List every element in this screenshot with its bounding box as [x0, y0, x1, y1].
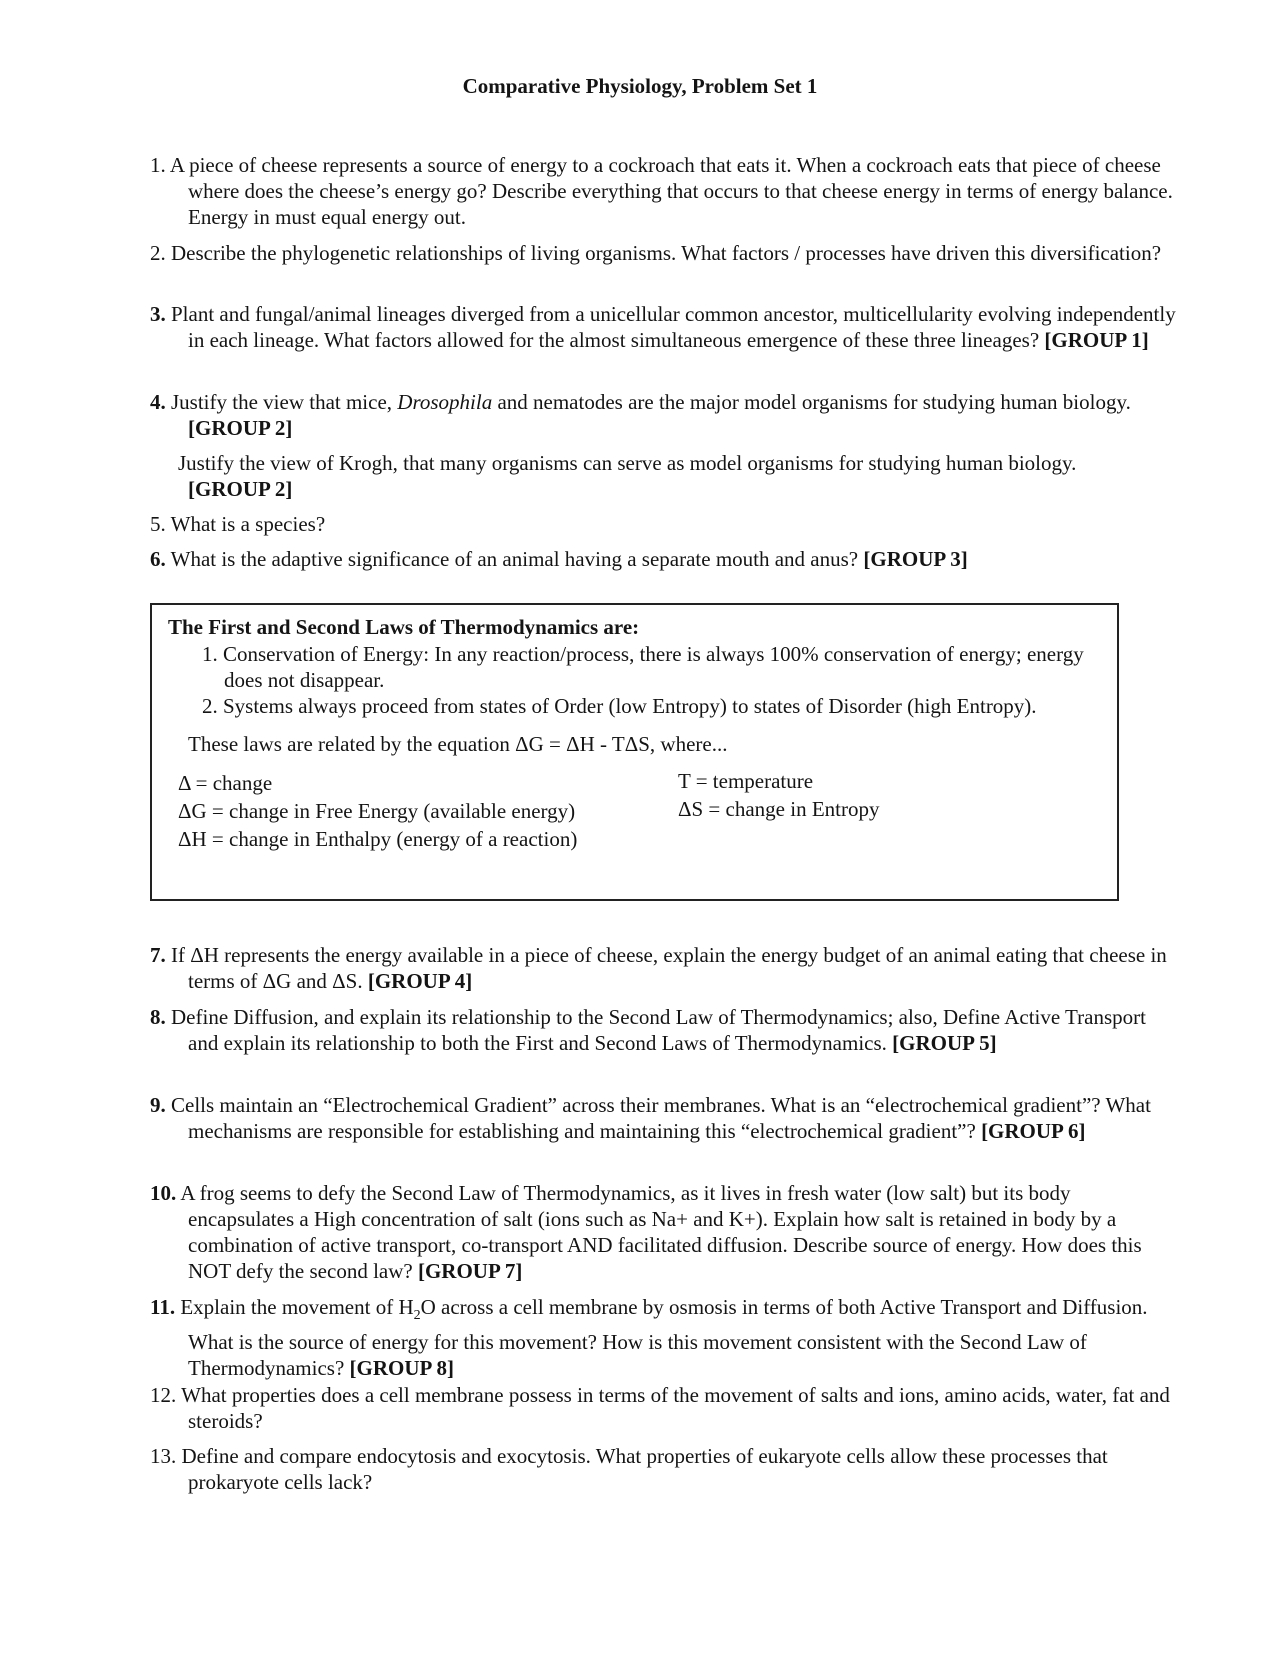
question-10: [150, 1180, 1178, 1284]
question-text: Justify the view of Krogh, that many organisms can serve as model organisms for studying human biology.: [178, 451, 1077, 475]
question-7: [150, 942, 1178, 994]
question-number: 2.: [150, 241, 166, 265]
question-number: 7.: [150, 943, 166, 967]
question-text: A frog seems to defy the Second Law of Thermodynamics, as it lives in fresh water (low salt) but its body encapsulates a High concentration of salt (ions such as Na+ and K+). Explain how salt is retained in body by a combination of active transport, co-transport AND facilitated diffusion. Describe source of energy. How does this NOT defy the second law?: [180, 1181, 1142, 1283]
group-label: [GROUP 8]: [349, 1356, 454, 1381]
question-text: A piece of cheese represents a source of energy to a cockroach that eats it. When a cockroach eats that piece of cheese where does the cheese’s energy go? Describe everything that occurs to that cheese energy in terms of energy balance. Energy in must equal energy out.: [169, 153, 1173, 229]
question-9: [150, 1092, 1178, 1144]
question-number: 9.: [150, 1093, 166, 1117]
law-2: [188, 693, 1124, 719]
law-text: Systems always proceed from states of Order (low Entropy) to states of Disorder (high Entropy).: [223, 694, 1037, 718]
group-label: [GROUP 2]: [188, 416, 293, 440]
question-number: 13.: [150, 1444, 177, 1468]
question-number: 3.: [150, 302, 166, 326]
law-1: [188, 641, 1124, 693]
group-label: [GROUP 6]: [981, 1119, 1086, 1143]
equation-line: These laws are related by the equation ΔG = ΔH - TΔS, where...: [188, 732, 728, 756]
question-3: [150, 301, 1178, 353]
question-text: Explain the movement of H: [180, 1295, 414, 1319]
definition-delta: Δ = change: [178, 771, 273, 795]
question-13: [150, 1443, 1178, 1495]
group-label: [GROUP 1]: [1044, 328, 1149, 352]
question-text: If ΔH represents the energy available in a piece of cheese, explain the energy budget of an animal eating that cheese in terms of ΔG and ΔS.: [171, 943, 1167, 993]
definition-delta-g: ΔG = change in Free Energy (available energy): [178, 799, 576, 823]
question-text: Justify the view that mice,: [171, 390, 393, 414]
question-number: 1.: [150, 153, 166, 177]
question-text: Cells maintain an “Electrochemical Gradient” across their membranes. What is an “electrochemical gradient”? What mechanisms are responsible for establishing and maintaining this “electrochemical gradient”?: [171, 1093, 1151, 1143]
definition-delta-h: ΔH = change in Enthalpy (energy of a reaction): [178, 827, 578, 851]
question-12: [150, 1382, 1178, 1434]
question-number: 11.: [150, 1295, 176, 1319]
page-title: Comparative Physiology, Problem Set 1: [462, 74, 818, 98]
subscript: 2: [413, 1308, 421, 1324]
law-text: Conservation of Energy: In any reaction/process, there is always 100% conservation of energy; energy does not disappear.: [223, 642, 1084, 692]
law-number: 1.: [202, 642, 218, 666]
question-4: [150, 389, 1178, 441]
question-text: Define Diffusion, and explain its relationship to the Second Law of Thermodynamics; also, Define Active Transport and explain its relationship to both the First and Second Laws of Thermodynamics.: [171, 1005, 1146, 1055]
thermodynamics-box: [150, 603, 1119, 901]
group-label: [GROUP 2]: [188, 477, 293, 501]
definitions-left: [178, 769, 577, 853]
group-label: [GROUP 7]: [417, 1259, 523, 1283]
question-2: [150, 240, 1178, 266]
law-number: 2.: [202, 694, 218, 718]
question-number: 4.: [150, 390, 166, 414]
group-label: [GROUP 5]: [892, 1031, 997, 1055]
definition-delta-s: ΔS = change in Entropy: [678, 797, 880, 821]
group-label: [GROUP 4]: [367, 969, 473, 993]
question-text: Describe the phylogenetic relationships of living organisms. What factors / processes have driven this diversification?: [171, 241, 1162, 265]
definition-t: T = temperature: [678, 769, 814, 793]
definitions-right: [678, 767, 879, 823]
question-6: [150, 546, 1178, 572]
question-text: What is the adaptive significance of an animal having a separate mouth and anus?: [170, 547, 859, 571]
question-1: [150, 152, 1178, 230]
box-heading: The First and Second Laws of Thermodynamics are:: [168, 615, 640, 639]
question-text: Plant and fungal/animal lineages diverged from a unicellular common ancestor, multicellularity evolving independently in each lineage. What factors allowed for the almost simultaneous emergence of these three lineages?: [171, 302, 1176, 352]
question-text: What is a species?: [170, 512, 326, 536]
question-number: 10.: [150, 1181, 177, 1205]
question-text: and nematodes are the major model organisms for studying human biology.: [497, 390, 1131, 414]
question-text: Define and compare endocytosis and exocytosis. What properties of eukaryote cells allow these processes that prokaryote cells lack?: [181, 1444, 1108, 1494]
question-11: [150, 1294, 1178, 1381]
question-text-italic: Drosophila: [397, 390, 493, 414]
question-5: [150, 511, 1178, 537]
question-number: 12.: [150, 1383, 177, 1407]
question-number: 5.: [150, 512, 166, 536]
question-number: 8.: [150, 1005, 166, 1029]
question-text: O across a cell membrane by osmosis in terms of both Active Transport and Diffusion. What is the source of energy for this movement? How is this movement consistent with the Second Law of Thermodynamics?: [188, 1295, 1148, 1381]
group-label: [GROUP 3]: [863, 547, 968, 571]
question-8: [150, 1004, 1178, 1056]
question-text: What properties does a cell membrane possess in terms of the movement of salts and ions, amino acids, water, fat and steroids?: [181, 1383, 1170, 1433]
question-4b: [178, 450, 1150, 502]
question-number: 6.: [150, 547, 166, 571]
